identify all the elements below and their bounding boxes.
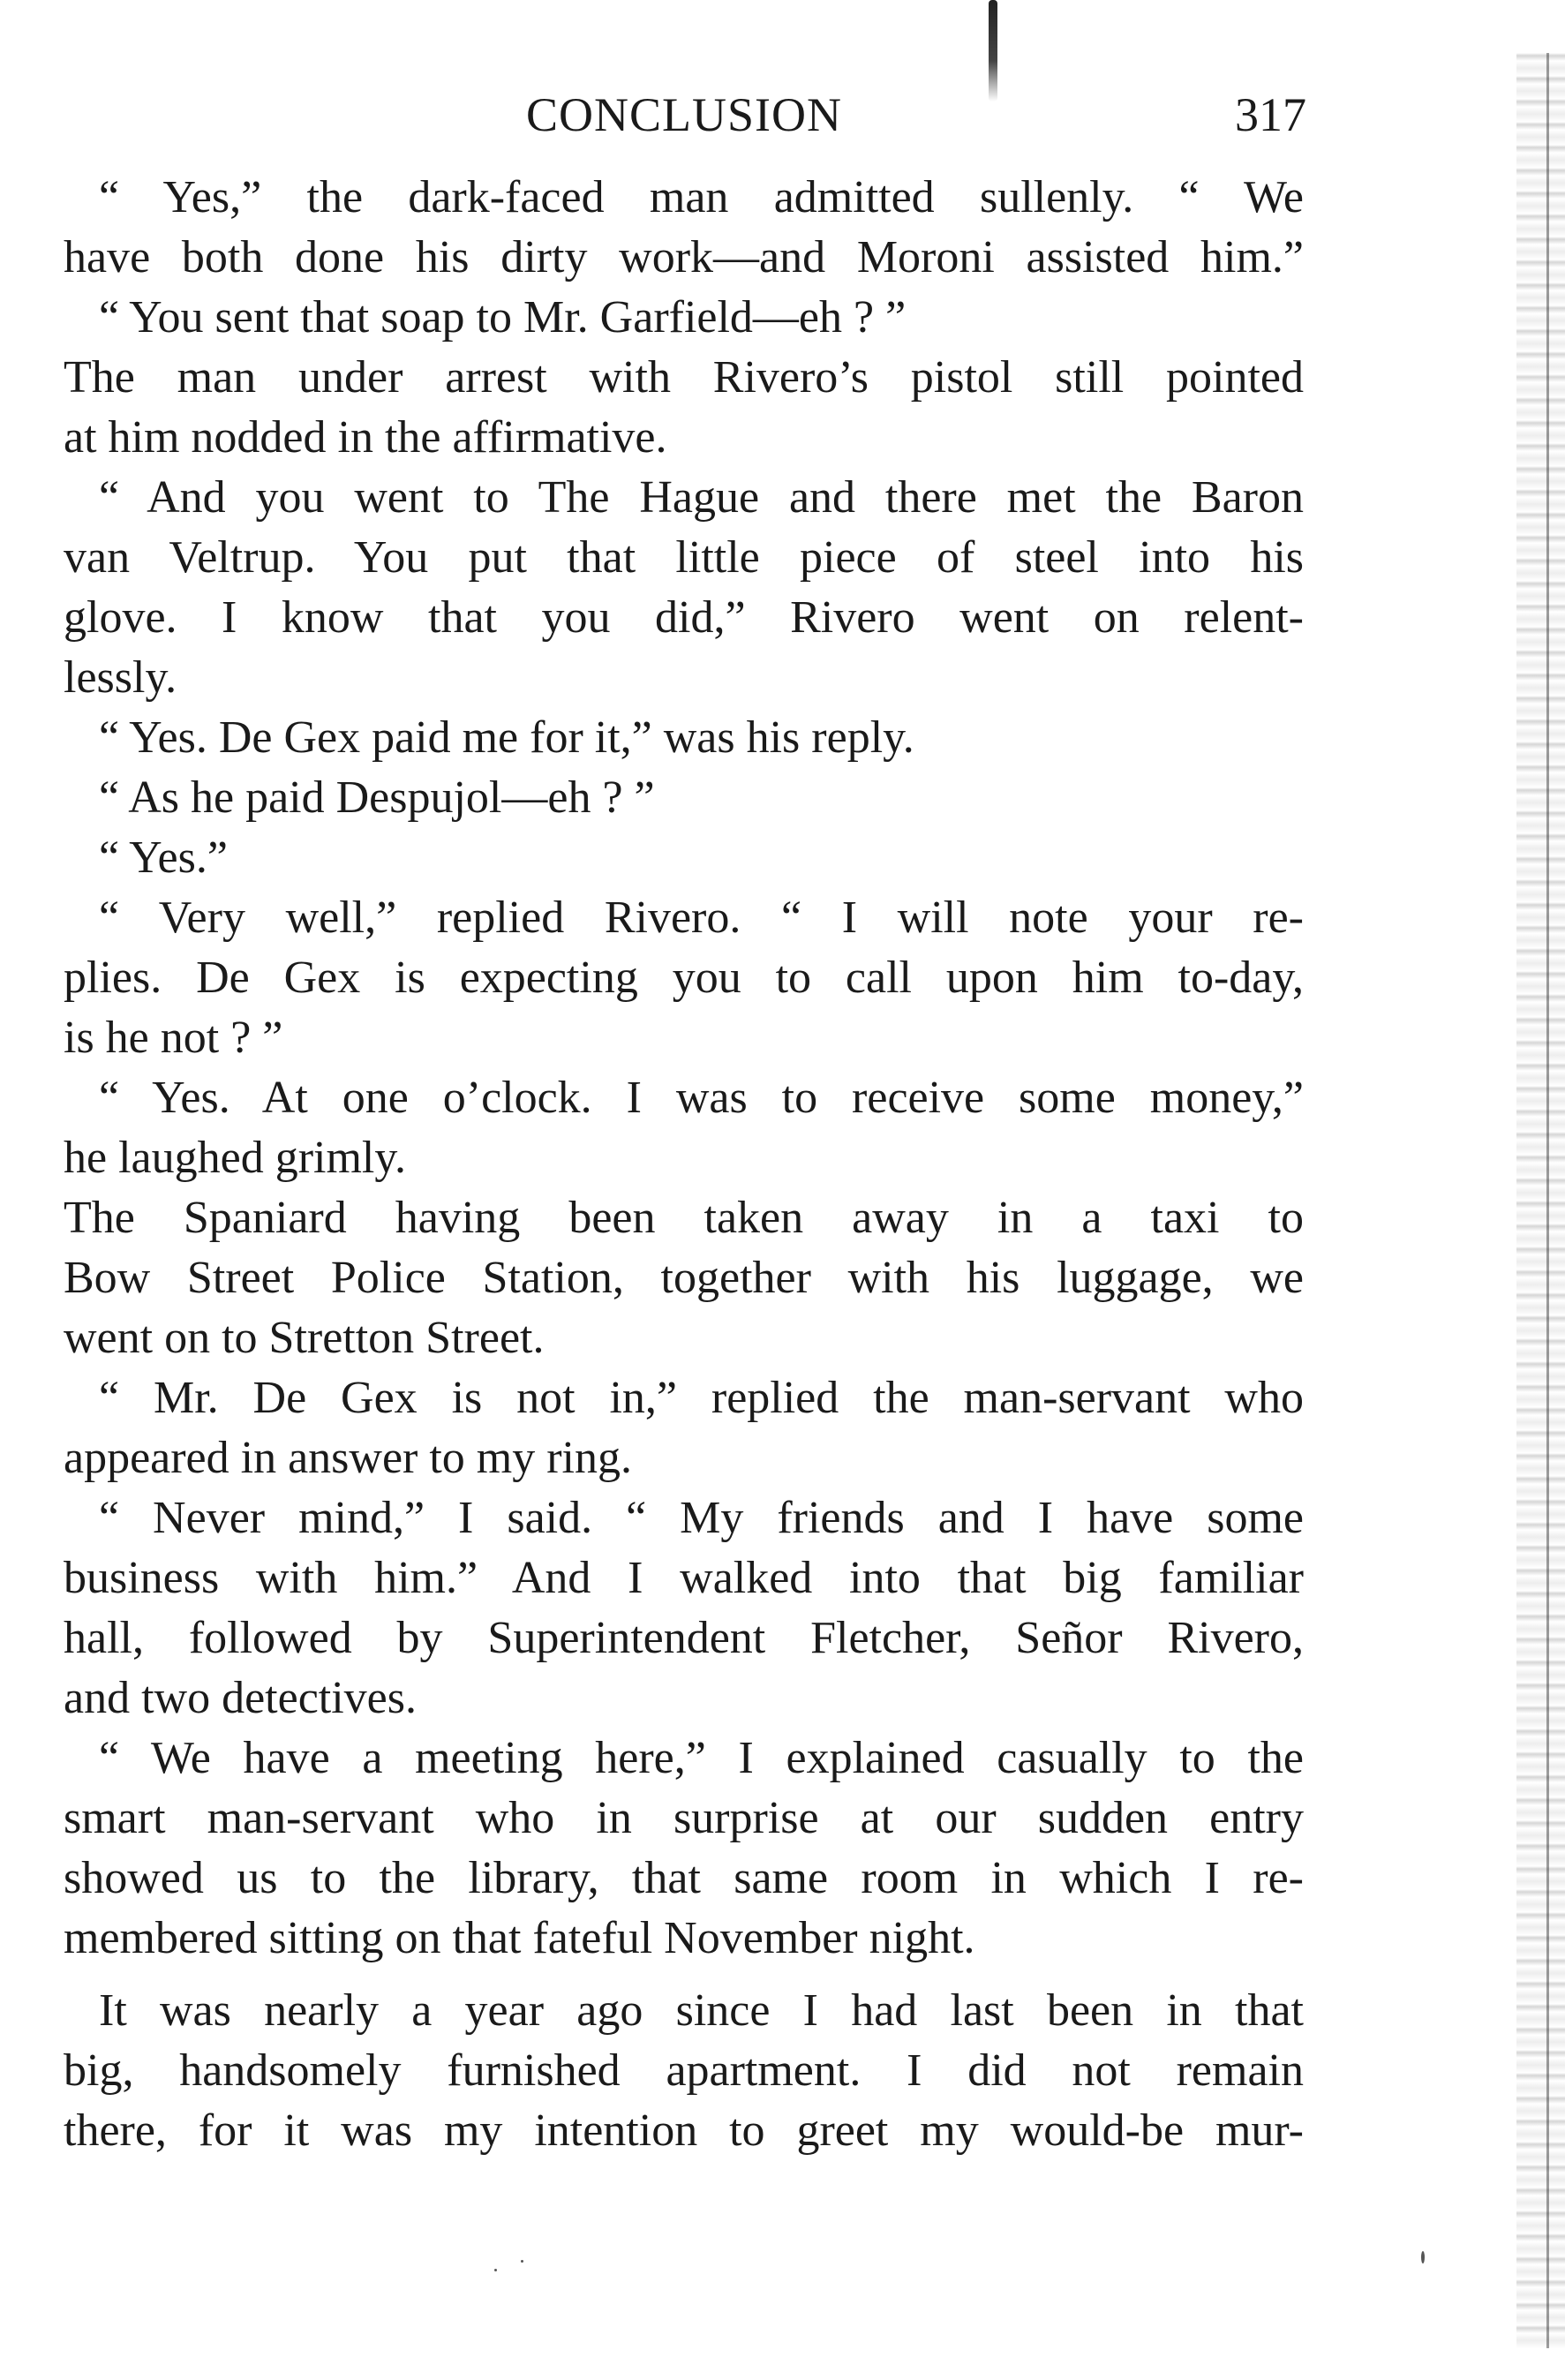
text-line: appeared in answer to my ring. <box>64 1433 633 1483</box>
text-line: The man under arrest with Rivero’s pistol still pointed <box>64 352 1304 403</box>
text-line: hall, followed by Superintendent Fletcher, Señor Rivero, <box>64 1613 1304 1663</box>
page-edge-line <box>1546 53 1549 2348</box>
text-line: It was nearly a year ago since I had last been in that <box>99 1985 1304 2036</box>
text-line: plies. De Gex is expecting you to call upon him to-day, <box>64 953 1304 1003</box>
page-header <box>62 84 1306 146</box>
text-line: smart man-servant who in surprise at our sudden entry <box>64 1793 1304 1843</box>
text-line: lessly. <box>64 652 177 703</box>
text-line: big, handsomely furnished apartment. I did not remain <box>64 2045 1304 2096</box>
text-line: and two detectives. <box>64 1673 417 1723</box>
page-edge-shadow <box>1516 53 1565 2348</box>
text-line: glove. I know that you did,” Rivero went on relent- <box>64 592 1304 643</box>
text-line: he laughed grimly. <box>64 1133 406 1183</box>
text-line: “ Yes. De Gex paid me for it,” was his reply. <box>99 712 914 763</box>
text-line: is he not ? ” <box>64 1013 283 1063</box>
scan-speck <box>494 2269 497 2271</box>
text-line: “ And you went to The Hague and there met the Baron <box>99 472 1304 523</box>
text-line: business with him.” And I walked into that big familiar <box>64 1553 1304 1603</box>
text-line: The Spaniard having been taken away in a taxi to <box>64 1193 1304 1243</box>
text-line: “ As he paid Despujol—eh ? ” <box>99 772 655 823</box>
running-title: CONCLUSION <box>525 88 843 141</box>
text-line: “ You sent that soap to Mr. Garfield—eh ? ” <box>99 292 907 343</box>
text-line: “ Yes,” the dark-faced man admitted sullenly. “ We <box>99 172 1304 222</box>
text-line: showed us to the library, that same room in which I re- <box>64 1853 1304 1903</box>
body-text <box>64 168 1304 2161</box>
text-line: at him nodded in the affirmative. <box>64 412 667 463</box>
text-line: “ Yes.” <box>99 832 228 883</box>
text-line: “ Very well,” replied Rivero. “ I will note your re- <box>99 892 1304 943</box>
text-line: “ Never mind,” I said. “ My friends and I have some <box>99 1493 1304 1543</box>
scan-speck <box>521 2260 523 2263</box>
text-line: went on to Stretton Street. <box>64 1313 545 1363</box>
text-line: Bow Street Police Station, together with his luggage, we <box>64 1253 1304 1303</box>
page-number: 317 <box>1235 88 1306 141</box>
text-line: “ Mr. De Gex is not in,” replied the man-servant who <box>99 1373 1304 1423</box>
text-line: there, for it was my intention to greet my would-be mur- <box>64 2105 1304 2156</box>
text-line: van Veltrup. You put that little piece of steel into his <box>64 532 1304 583</box>
scan-speck <box>1421 2251 1425 2263</box>
text-line: have both done his dirty work—and Moroni assisted him.” <box>64 232 1304 282</box>
text-line: membered sitting on that fateful November night. <box>64 1913 975 1963</box>
text-line: “ Yes. At one o’clock. I was to receive some money,” <box>99 1073 1304 1123</box>
text-line: “ We have a meeting here,” I explained casually to the <box>99 1733 1304 1783</box>
paragraph-gap <box>64 1969 1304 1981</box>
